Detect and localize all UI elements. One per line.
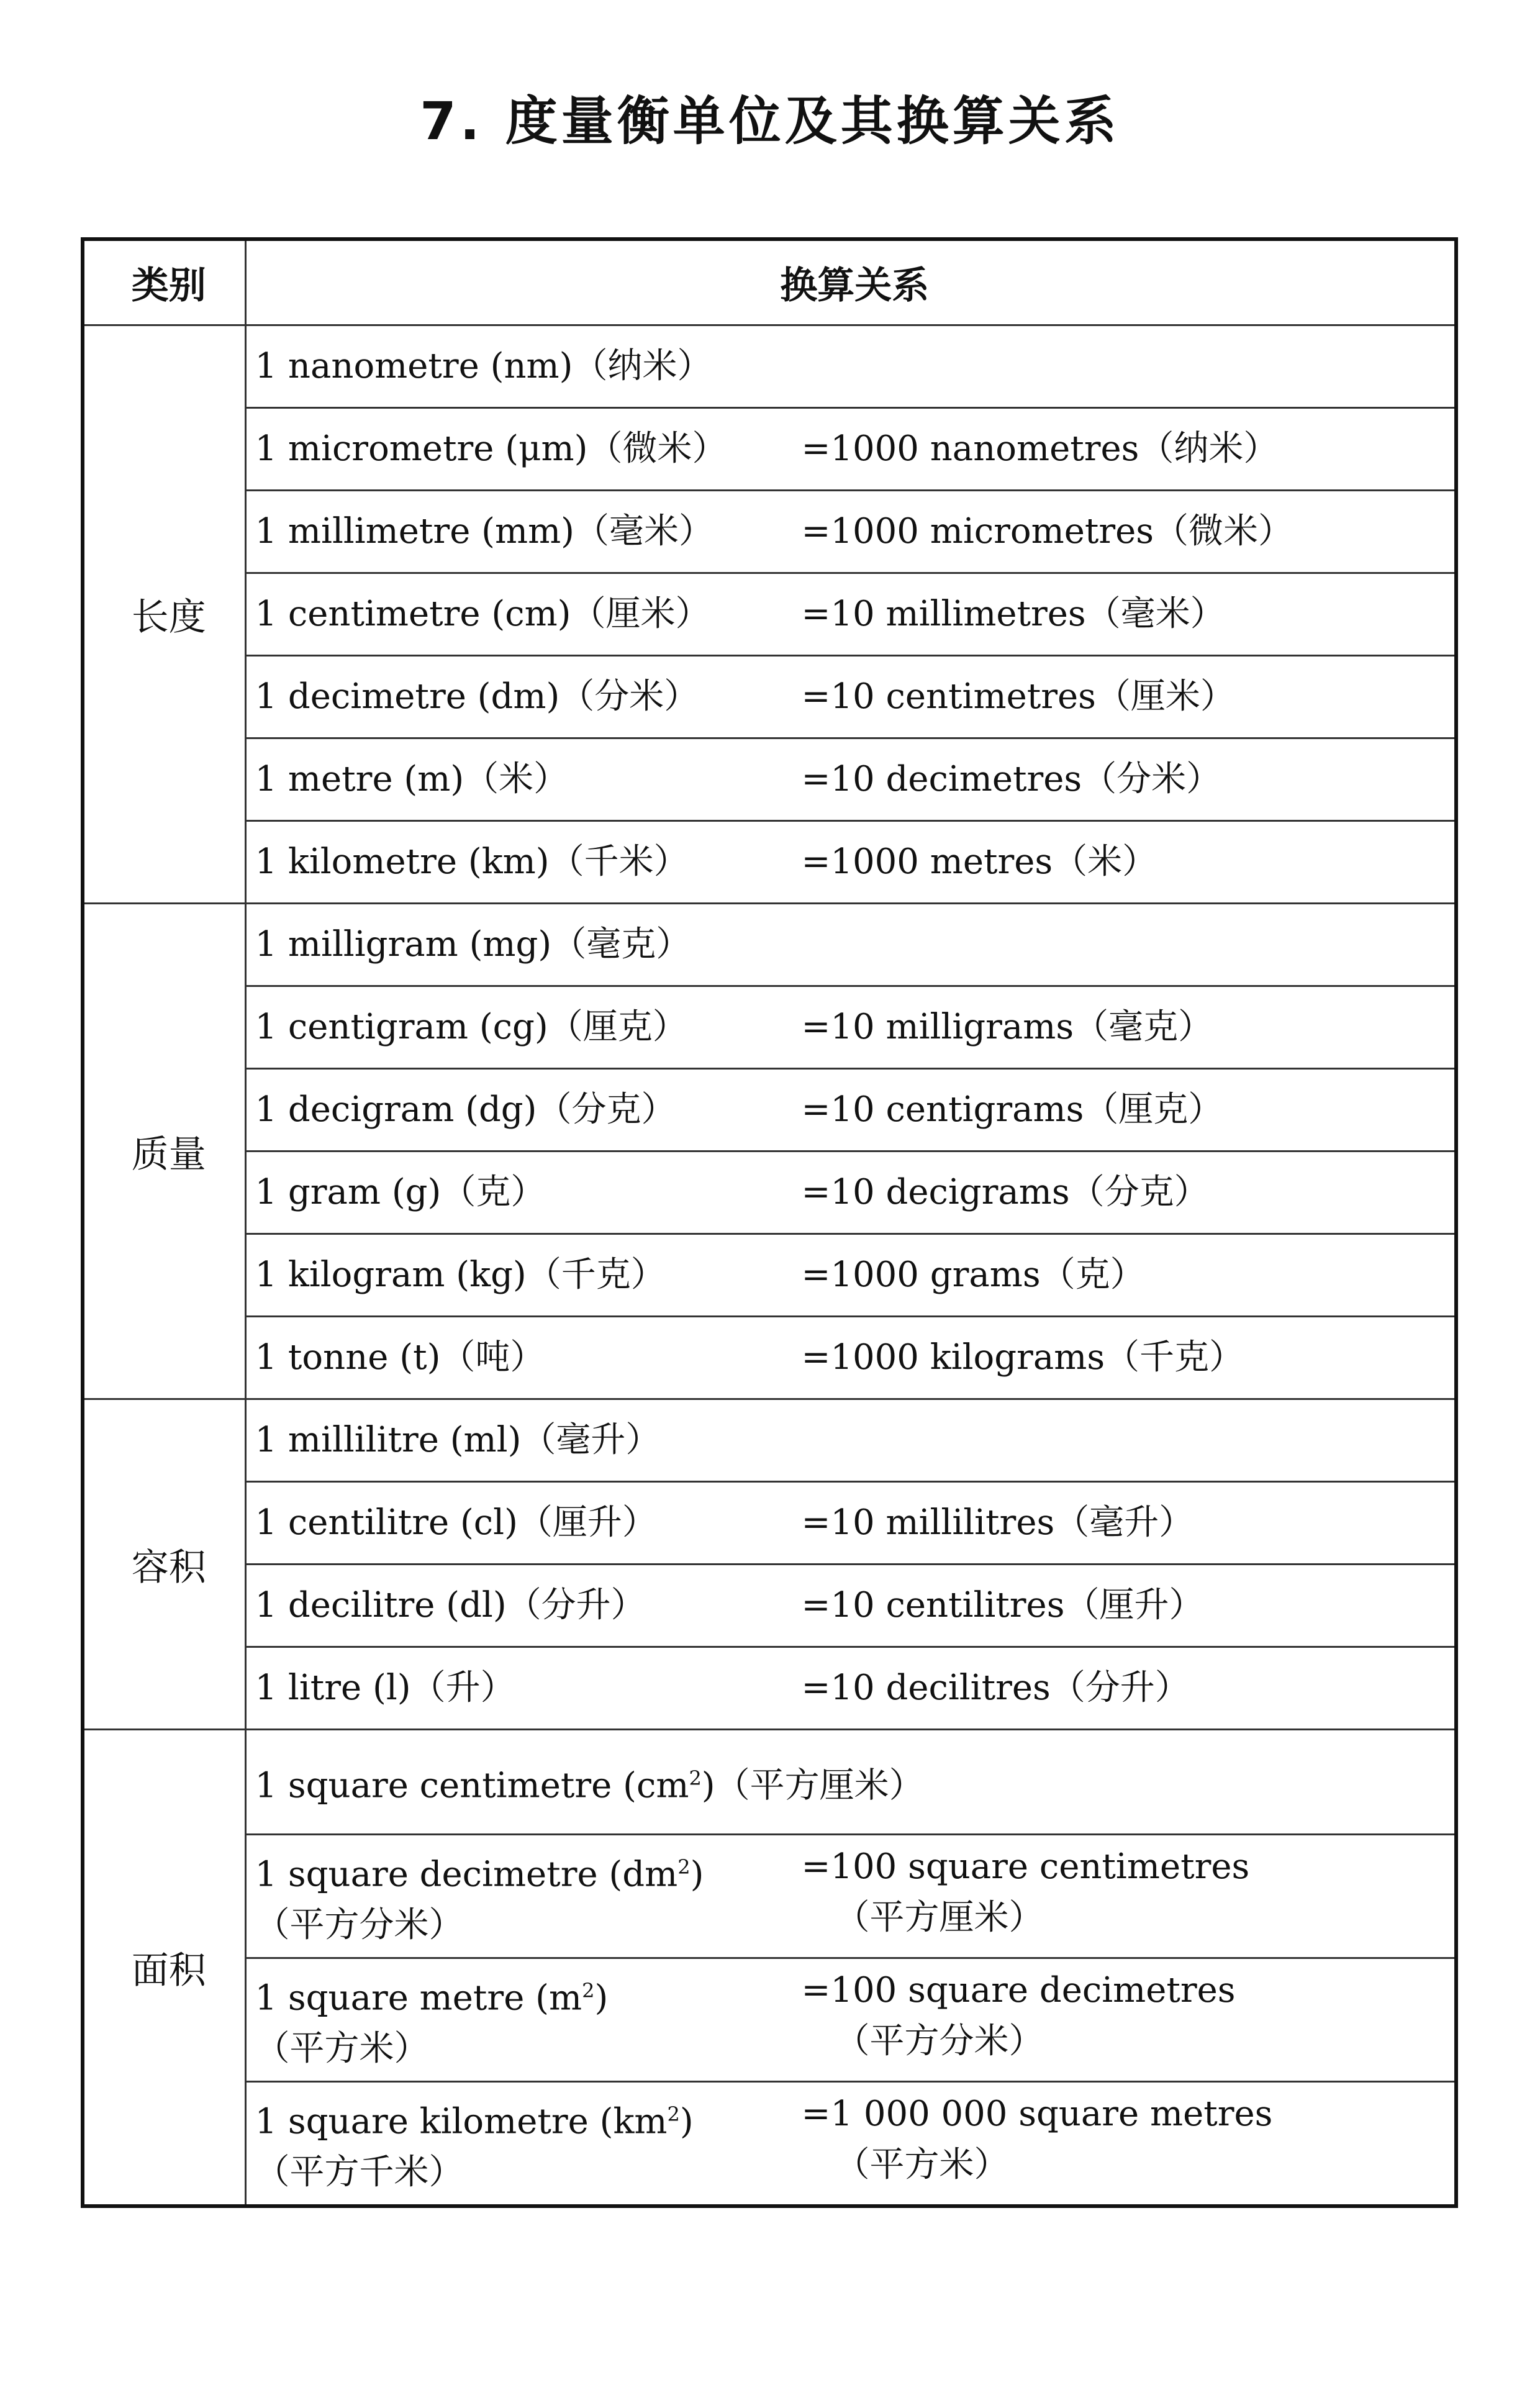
table-row bbox=[83, 325, 1456, 408]
relation-cell bbox=[245, 1152, 1456, 1234]
unit-definition: 1 milligram (mg)（毫克） bbox=[255, 924, 691, 965]
table-row bbox=[83, 408, 1456, 491]
relation-content bbox=[255, 1580, 1455, 1631]
relation-content bbox=[255, 1250, 1455, 1301]
equivalent-value: =10 millilitres（毫升） bbox=[801, 1502, 1194, 1543]
unit-definition: 1 centilitre (cl)（厘升） bbox=[255, 1502, 657, 1543]
relation-content bbox=[255, 341, 1455, 392]
relation-content bbox=[255, 1167, 1455, 1218]
relation-content bbox=[255, 1842, 1455, 1951]
unit-chinese-name: （平方分米） bbox=[255, 1905, 464, 1946]
unit-definition: 1 decilitre (dl)（分升） bbox=[255, 1585, 646, 1625]
relation-cell bbox=[245, 491, 1456, 573]
unit-definition: 1 kilometre (km)（千米） bbox=[255, 842, 689, 882]
unit-equivalent bbox=[802, 1965, 1455, 2067]
conversion-table bbox=[81, 237, 1458, 2208]
equivalent-value: =100 square decimetres bbox=[801, 1969, 1236, 2010]
relation-cell bbox=[245, 1958, 1456, 2082]
unit-name-tail: ) bbox=[690, 1854, 704, 1895]
relation-content bbox=[255, 1415, 1455, 1466]
equivalent-value: =100 square centimetres bbox=[801, 1846, 1250, 1887]
category-cell: 长度 bbox=[83, 325, 245, 904]
unit-definition: 1 nanometre (nm)（纳米） bbox=[255, 346, 712, 386]
unit-definition bbox=[255, 1965, 802, 2075]
superscript: 2 bbox=[667, 2102, 680, 2126]
category-cell: 面积 bbox=[83, 1730, 245, 2207]
table-row bbox=[83, 986, 1456, 1069]
unit-definition bbox=[255, 1753, 924, 1812]
unit-definition: 1 millilitre (ml)（毫升） bbox=[255, 1420, 661, 1460]
unit-equivalent bbox=[802, 424, 1455, 475]
page-title: 7. 度量衡单位及其换算关系 bbox=[420, 91, 1120, 152]
unit-chinese-name: （平方米） bbox=[255, 2028, 429, 2069]
relation-content bbox=[255, 837, 1455, 888]
table-row bbox=[83, 904, 1456, 986]
equivalent-value: =1 000 000 square metres bbox=[801, 2093, 1273, 2134]
unit-definition: 1 gram (g)（克） bbox=[255, 1172, 546, 1212]
table-row bbox=[83, 1234, 1456, 1317]
equivalent-chinese-name: （平方分米） bbox=[835, 2020, 1044, 2061]
unit-equivalent bbox=[802, 837, 1455, 888]
equivalent-chinese-name: （平方厘米） bbox=[835, 1897, 1044, 1938]
relation-content bbox=[255, 1753, 1455, 1812]
relation-content bbox=[255, 1084, 1455, 1135]
table-row bbox=[83, 656, 1456, 738]
unit-definition: 1 decigram (dg)（分克） bbox=[255, 1089, 676, 1130]
unit-definition: 1 centigram (cg)（厘克） bbox=[255, 1007, 687, 1047]
relation-cell bbox=[245, 1399, 1456, 1482]
relation-content bbox=[255, 919, 1455, 970]
relation-content bbox=[255, 506, 1455, 557]
relation-content bbox=[255, 2089, 1455, 2199]
unit-equivalent bbox=[802, 754, 1455, 805]
unit-equivalent bbox=[802, 506, 1455, 557]
equivalent-value: =1000 metres（米） bbox=[801, 842, 1157, 882]
relation-content bbox=[255, 424, 1455, 475]
unit-definition: 1 metre (m)（米） bbox=[255, 759, 569, 799]
unit-equivalent bbox=[802, 589, 1455, 640]
relation-cell bbox=[245, 904, 1456, 986]
equivalent-value: =1000 nanometres（纳米） bbox=[801, 429, 1279, 469]
unit-definition: 1 micrometre (μm)（微米） bbox=[255, 429, 727, 469]
table-row bbox=[83, 1730, 1456, 1835]
unit-name: 1 square metre (m bbox=[255, 1978, 582, 2019]
category-cell: 质量 bbox=[83, 904, 245, 1399]
header-relation: 换算关系 bbox=[245, 239, 1456, 325]
relation-content bbox=[255, 1663, 1455, 1714]
equivalent-value: =10 millimetres（毫米） bbox=[801, 594, 1225, 634]
relation-cell bbox=[245, 325, 1456, 408]
superscript: 2 bbox=[677, 1855, 691, 1879]
table-row bbox=[83, 1647, 1456, 1730]
unit-equivalent bbox=[802, 671, 1455, 722]
relation-cell bbox=[245, 2082, 1456, 2207]
unit-definition: 1 tonne (t)（吨） bbox=[255, 1337, 545, 1378]
table-row bbox=[83, 1152, 1456, 1234]
relation-content bbox=[255, 671, 1455, 722]
unit-name: 1 square kilometre (km bbox=[255, 2101, 668, 2142]
relation-cell bbox=[245, 1069, 1456, 1152]
category-cell: 容积 bbox=[83, 1399, 245, 1730]
relation-cell bbox=[245, 573, 1456, 656]
unit-definition bbox=[255, 2089, 802, 2199]
table-row bbox=[83, 1565, 1456, 1647]
relation-content bbox=[255, 1497, 1455, 1548]
equivalent-value: =10 decilitres（分升） bbox=[801, 1668, 1190, 1708]
unit-name: 1 square decimetre (dm bbox=[255, 1854, 678, 1895]
unit-definition: 1 decimetre (dm)（分米） bbox=[255, 676, 699, 717]
table-row bbox=[83, 573, 1456, 656]
equivalent-value: =1000 kilograms（千克） bbox=[801, 1337, 1244, 1378]
header-category: 类别 bbox=[83, 239, 245, 325]
table-row bbox=[83, 738, 1456, 821]
unit-equivalent bbox=[802, 1332, 1455, 1383]
unit-definition: 1 kilogram (kg)（千克） bbox=[255, 1255, 666, 1295]
relation-cell bbox=[245, 656, 1456, 738]
relation-content bbox=[255, 1002, 1455, 1053]
table-row bbox=[83, 1069, 1456, 1152]
relation-content bbox=[255, 1332, 1455, 1383]
unit-name-tail: ) bbox=[594, 1978, 609, 2019]
table-row bbox=[83, 1482, 1456, 1565]
relation-cell bbox=[245, 408, 1456, 491]
unit-equivalent bbox=[802, 1580, 1455, 1631]
equivalent-value: =10 centilitres（厘升） bbox=[801, 1585, 1204, 1625]
table-row bbox=[83, 1835, 1456, 1958]
unit-chinese-name: （平方千米） bbox=[255, 2152, 464, 2193]
relation-cell bbox=[245, 1482, 1456, 1565]
table-row bbox=[83, 491, 1456, 573]
equivalent-value: =10 milligrams（毫克） bbox=[801, 1007, 1213, 1047]
table-body bbox=[83, 325, 1456, 2207]
equivalent-chinese-name: （平方米） bbox=[835, 2144, 1009, 2185]
relation-cell bbox=[245, 1835, 1456, 1958]
equivalent-value: =10 centigrams（厘克） bbox=[801, 1089, 1223, 1130]
superscript: 2 bbox=[689, 1766, 702, 1790]
relation-cell bbox=[245, 1234, 1456, 1317]
equivalent-value: =1000 micrometres（微米） bbox=[801, 511, 1293, 552]
relation-cell bbox=[245, 986, 1456, 1069]
relation-cell bbox=[245, 738, 1456, 821]
table-row bbox=[83, 821, 1456, 904]
relation-cell bbox=[245, 1565, 1456, 1647]
unit-definition: 1 millimetre (mm)（毫米） bbox=[255, 511, 714, 552]
relation-content bbox=[255, 1965, 1455, 2075]
unit-equivalent bbox=[802, 1167, 1455, 1218]
relation-cell bbox=[245, 1317, 1456, 1399]
relation-cell bbox=[245, 1647, 1456, 1730]
unit-definition bbox=[255, 1842, 802, 1951]
equivalent-value: =10 decigrams（分克） bbox=[801, 1172, 1209, 1212]
equivalent-value: =10 decimetres（分米） bbox=[801, 759, 1221, 799]
unit-equivalent bbox=[802, 1084, 1455, 1135]
unit-name: 1 square centimetre (cm bbox=[255, 1765, 689, 1806]
table-row bbox=[83, 1399, 1456, 1482]
relation-content bbox=[255, 754, 1455, 805]
table-row bbox=[83, 1317, 1456, 1399]
relation-cell bbox=[245, 821, 1456, 904]
unit-equivalent bbox=[802, 1250, 1455, 1301]
unit-name-tail: )（平方厘米） bbox=[701, 1765, 924, 1806]
equivalent-value: =1000 grams（克） bbox=[801, 1255, 1145, 1295]
equivalent-value: =10 centimetres（厘米） bbox=[801, 676, 1235, 717]
unit-definition: 1 centimetre (cm)（厘米） bbox=[255, 594, 710, 634]
relation-content bbox=[255, 589, 1455, 640]
table-row bbox=[83, 2082, 1456, 2207]
unit-equivalent bbox=[802, 2089, 1455, 2191]
unit-equivalent bbox=[802, 1663, 1455, 1714]
unit-definition: 1 litre (l)（升） bbox=[255, 1668, 515, 1708]
unit-equivalent bbox=[802, 1842, 1455, 1943]
superscript: 2 bbox=[582, 1978, 595, 2002]
table-row bbox=[83, 1958, 1456, 2082]
table-header-row bbox=[83, 239, 1456, 325]
relation-cell bbox=[245, 1730, 1456, 1835]
unit-name-tail: ) bbox=[679, 2101, 694, 2142]
unit-equivalent bbox=[802, 1497, 1455, 1548]
unit-equivalent bbox=[802, 1002, 1455, 1053]
